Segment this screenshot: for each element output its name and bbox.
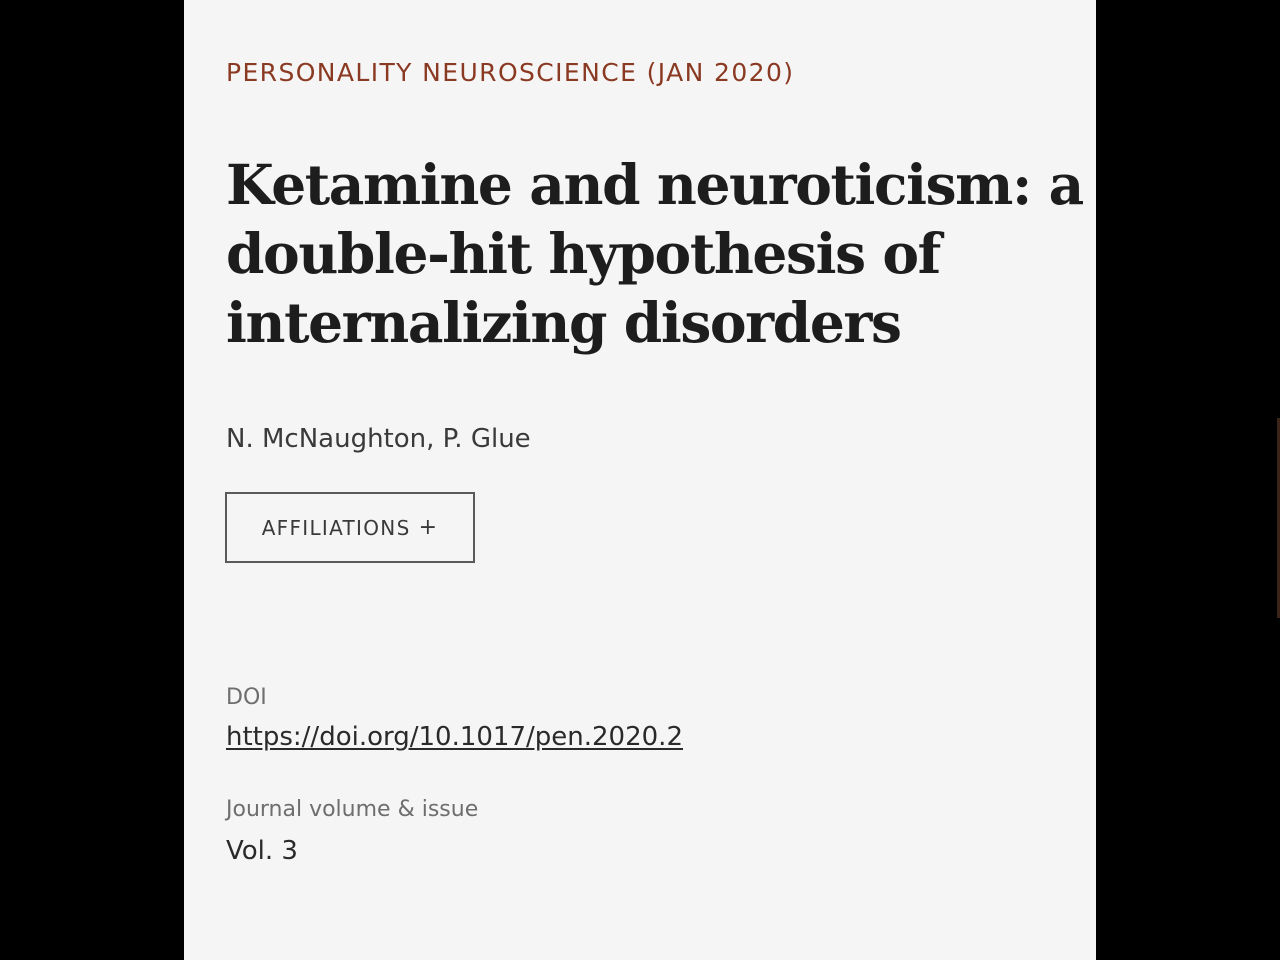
article-title: Ketamine and neuroticism: a double-hit hypothesis of internalizing disorders xyxy=(226,152,1083,355)
doi-label: DOI xyxy=(226,685,267,710)
journal-name: PERSONALITY NEUROSCIENCE (JAN 2020) xyxy=(226,58,795,87)
doi-link[interactable]: https://doi.org/10.1017/pen.2020.2 xyxy=(226,722,683,752)
plus-icon: + xyxy=(418,515,439,540)
article-card xyxy=(184,0,1096,960)
volume-issue-value: Vol. 3 xyxy=(226,836,298,866)
volume-issue-label: Journal volume & issue xyxy=(226,797,479,822)
affiliations-label: AFFILIATIONS xyxy=(261,515,411,540)
affiliations-button[interactable] xyxy=(225,492,475,563)
article-authors: N. McNaughton, P. Glue xyxy=(226,424,531,454)
